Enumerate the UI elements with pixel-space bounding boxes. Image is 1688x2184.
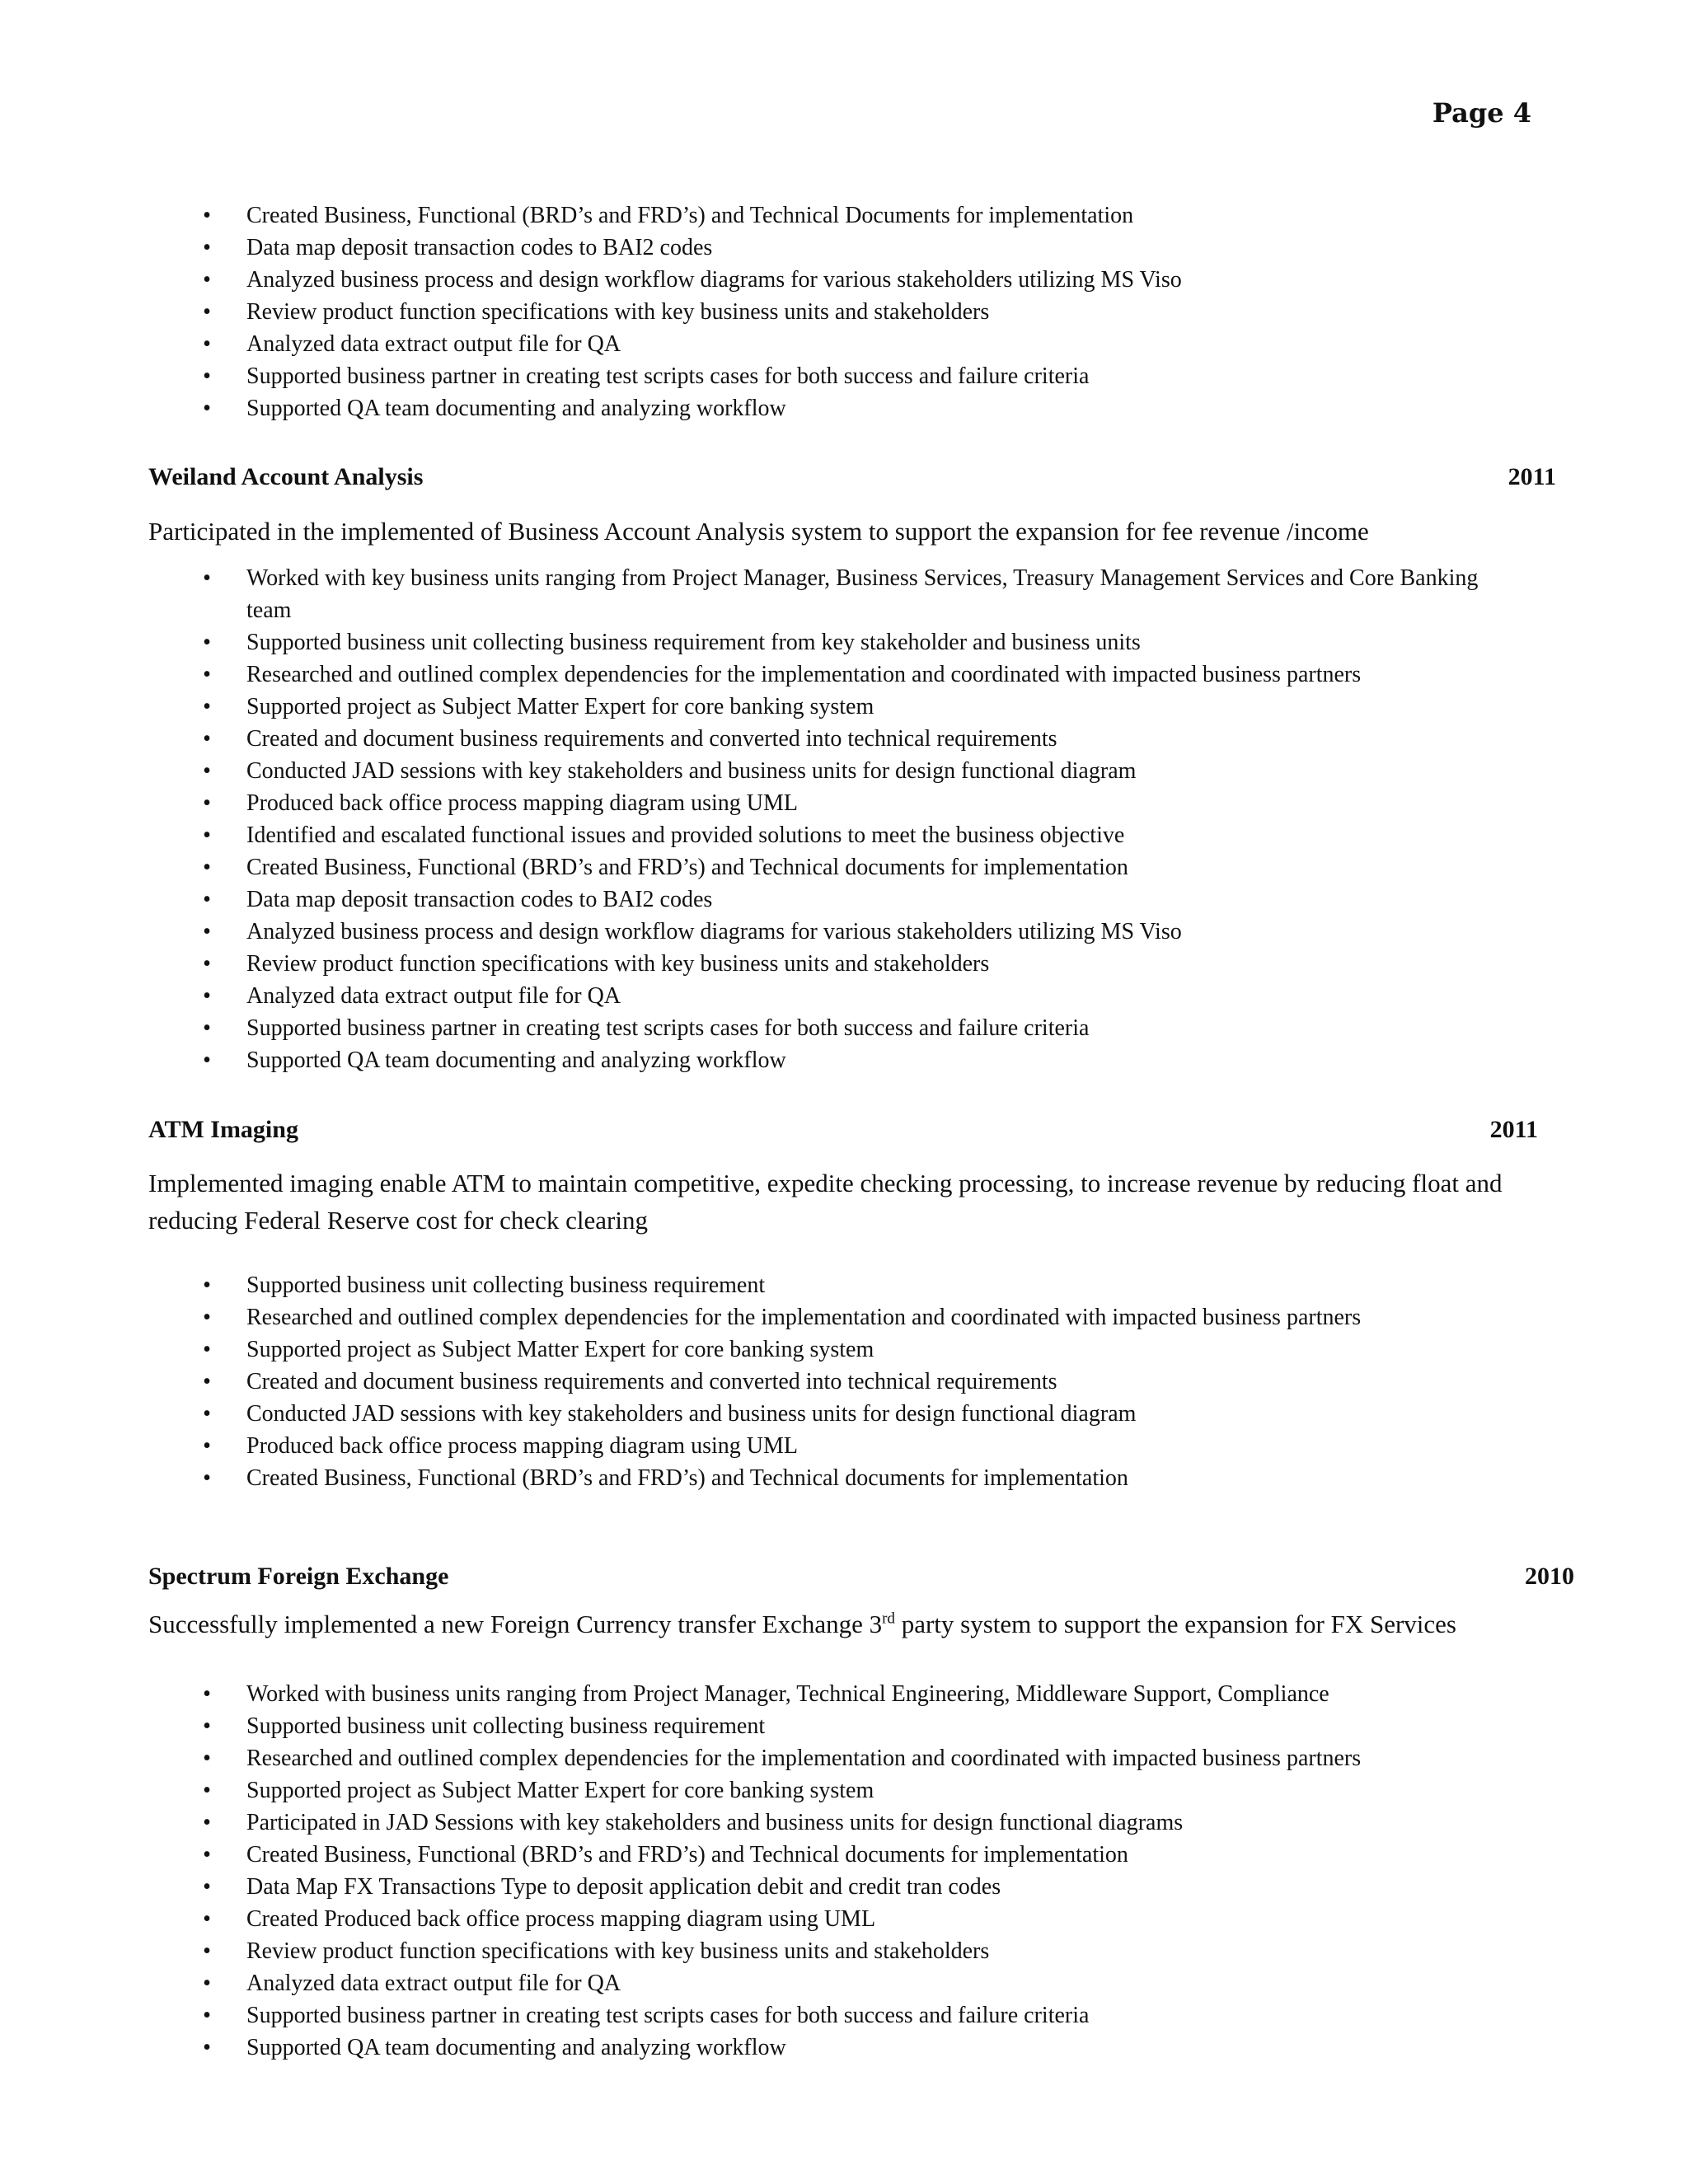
list-item: • Supported business partner in creating test scripts cases for both success and failure criteria	[199, 1012, 1485, 1044]
section-year: 2011	[1507, 463, 1556, 490]
list-item: • Conducted JAD sessions with key stakeholders and business units for design functional diagram	[199, 1398, 1485, 1430]
bullet-icon: •	[203, 1465, 211, 1491]
section-bullet-list	[199, 1678, 1485, 2064]
section-heading	[148, 463, 1556, 491]
list-item: • Identified and escalated functional issues and provided solutions to meet the business objective	[199, 819, 1485, 851]
bullet-icon: •	[203, 203, 211, 228]
list-item: • Supported QA team documenting and analyzing workflow	[199, 2032, 1485, 2064]
list-item: • Data map deposit transaction codes to BAI2 codes	[199, 883, 1485, 916]
bullet-icon: •	[203, 396, 211, 421]
bullet-icon: •	[203, 235, 211, 260]
bullet-icon: •	[203, 1938, 211, 1964]
list-item: • Created Produced back office process mapping diagram using UML	[199, 1903, 1485, 1935]
list-item: • Supported business partner in creating test scripts cases for both success and failure criteria	[199, 1999, 1485, 2032]
list-item: • Supported QA team documenting and analyzing workflow	[199, 1044, 1485, 1076]
bullet-icon: •	[203, 887, 211, 912]
list-item: • Produced back office process mapping diagram using UML	[199, 1430, 1485, 1462]
bullet-icon: •	[203, 267, 211, 293]
list-item: • Review product function specifications with key business units and stakeholders	[199, 948, 1485, 980]
list-item: • Supported QA team documenting and analyzing workflow	[199, 392, 1485, 424]
bullet-icon: •	[203, 630, 211, 655]
list-item: • Analyzed data extract output file for QA	[199, 980, 1485, 1012]
bullet-icon: •	[203, 1433, 211, 1459]
list-item: • Produced back office process mapping diagram using UML	[199, 787, 1485, 819]
section-description: Participated in the implemented of Business Account Analysis system to support the expansion for fee revenue /income	[148, 517, 1369, 546]
list-item: • Researched and outlined complex dependencies for the implementation and coordinated with impacted business partners	[199, 1742, 1485, 1774]
bullet-icon: •	[203, 951, 211, 977]
section-bullet-list	[199, 1269, 1485, 1494]
section-description: Successfully implemented a new Foreign Currency transfer Exchange 3rd party system to support the expansion for FX Services	[148, 1610, 1456, 1638]
bullet-icon: •	[203, 1305, 211, 1330]
bullet-icon: •	[203, 983, 211, 1009]
bullet-icon: •	[203, 919, 211, 944]
list-item: • Worked with key business units ranging from Project Manager, Business Services, Treasury Management Services and Core Banking team	[199, 562, 1485, 626]
bullet-icon: •	[203, 855, 211, 880]
section-title: Weiland Account Analysis	[148, 463, 424, 490]
bullet-icon: •	[203, 299, 211, 325]
bullet-icon: •	[203, 694, 211, 719]
bullet-icon: •	[203, 1401, 211, 1427]
list-item: • Supported business unit collecting business requirement from key stakeholder and business units	[199, 626, 1485, 658]
section-title: ATM Imaging	[148, 1116, 298, 1143]
bullet-icon: •	[203, 363, 211, 389]
list-item: • Created and document business requirements and converted into technical requirements	[199, 723, 1485, 755]
list-item: • Supported project as Subject Matter Expert for core banking system	[199, 691, 1485, 723]
list-item: • Created and document business requirements and converted into technical requirements	[199, 1366, 1485, 1398]
list-item: • Created Business, Functional (BRD’s and FRD’s) and Technical documents for implementation	[199, 851, 1485, 883]
section-description: Implemented imaging enable ATM to maintain competitive, expedite checking processing, to increase revenue by reducing float and reducing Federal Reserve cost for check clearing	[148, 1169, 1503, 1235]
section-bullet-list	[199, 562, 1485, 1076]
bullet-icon: •	[203, 1971, 211, 1996]
bullet-icon: •	[203, 1778, 211, 1803]
bullet-icon: •	[203, 565, 211, 591]
list-item: • Participated in JAD Sessions with key stakeholders and business units for design functional diagrams	[199, 1807, 1485, 1839]
bullet-icon: •	[203, 1713, 211, 1739]
list-item: • Supported project as Subject Matter Expert for core banking system	[199, 1333, 1485, 1366]
list-item: • Conducted JAD sessions with key stakeholders and business units for design functional diagram	[199, 755, 1485, 787]
bullet-icon: •	[203, 1272, 211, 1298]
list-item: • Review product function specifications with key business units and stakeholders	[199, 296, 1485, 328]
bullet-icon: •	[203, 726, 211, 752]
bullet-icon: •	[203, 1842, 211, 1868]
bullet-icon: •	[203, 1906, 211, 1932]
list-item: • Researched and outlined complex dependencies for the implementation and coordinated with impacted business partners	[199, 658, 1485, 691]
list-item: • Researched and outlined complex dependencies for the implementation and coordinated with impacted business partners	[199, 1301, 1485, 1333]
section-heading	[148, 1116, 1541, 1144]
list-item: • Analyzed business process and design workflow diagrams for various stakeholders utilizing MS Viso	[199, 916, 1485, 948]
bullet-icon: •	[203, 1337, 211, 1362]
bullet-icon: •	[203, 758, 211, 784]
page-number: Page 4	[1432, 97, 1531, 129]
list-item: • Created Business, Functional (BRD’s and FRD’s) and Technical Documents for implementation	[199, 199, 1485, 232]
list-item: • Worked with business units ranging from Project Manager, Technical Engineering, Middleware Support, Compliance	[199, 1678, 1485, 1710]
bullet-icon: •	[203, 1746, 211, 1771]
section-title: Spectrum Foreign Exchange	[148, 1563, 449, 1590]
list-item: • Data Map FX Transactions Type to deposit application debit and credit tran codes	[199, 1871, 1485, 1903]
section-heading	[148, 1563, 1574, 1591]
list-item: • Supported business unit collecting business requirement	[199, 1710, 1485, 1742]
section-year: 2010	[1525, 1563, 1574, 1590]
bullet-icon: •	[203, 1681, 211, 1707]
bullet-icon: •	[203, 1874, 211, 1900]
bullet-icon: •	[203, 1047, 211, 1073]
intro-bullet-list	[199, 199, 1485, 424]
bullet-icon: •	[203, 662, 211, 687]
list-item: • Supported business unit collecting business requirement	[199, 1269, 1485, 1301]
list-item: • Analyzed business process and design workflow diagrams for various stakeholders utilizing MS Viso	[199, 264, 1485, 296]
list-item: • Review product function specifications with key business units and stakeholders	[199, 1935, 1485, 1967]
bullet-icon: •	[203, 1015, 211, 1041]
bullet-icon: •	[203, 823, 211, 848]
section-year: 2011	[1489, 1116, 1538, 1143]
bullet-icon: •	[203, 2035, 211, 2060]
list-item: • Supported business partner in creating test scripts cases for both success and failure criteria	[199, 360, 1485, 392]
bullet-icon: •	[203, 1810, 211, 1835]
bullet-icon: •	[203, 1369, 211, 1394]
list-item: • Analyzed data extract output file for QA	[199, 1967, 1485, 1999]
list-item: • Analyzed data extract output file for QA	[199, 328, 1485, 360]
list-item: • Created Business, Functional (BRD’s and FRD’s) and Technical documents for implementation	[199, 1839, 1485, 1871]
bullet-icon: •	[203, 2003, 211, 2028]
list-item: • Supported project as Subject Matter Expert for core banking system	[199, 1774, 1485, 1807]
list-item: • Data map deposit transaction codes to BAI2 codes	[199, 232, 1485, 264]
bullet-icon: •	[203, 790, 211, 816]
bullet-icon: •	[203, 331, 211, 357]
list-item: • Created Business, Functional (BRD’s and FRD’s) and Technical documents for implementation	[199, 1462, 1485, 1494]
